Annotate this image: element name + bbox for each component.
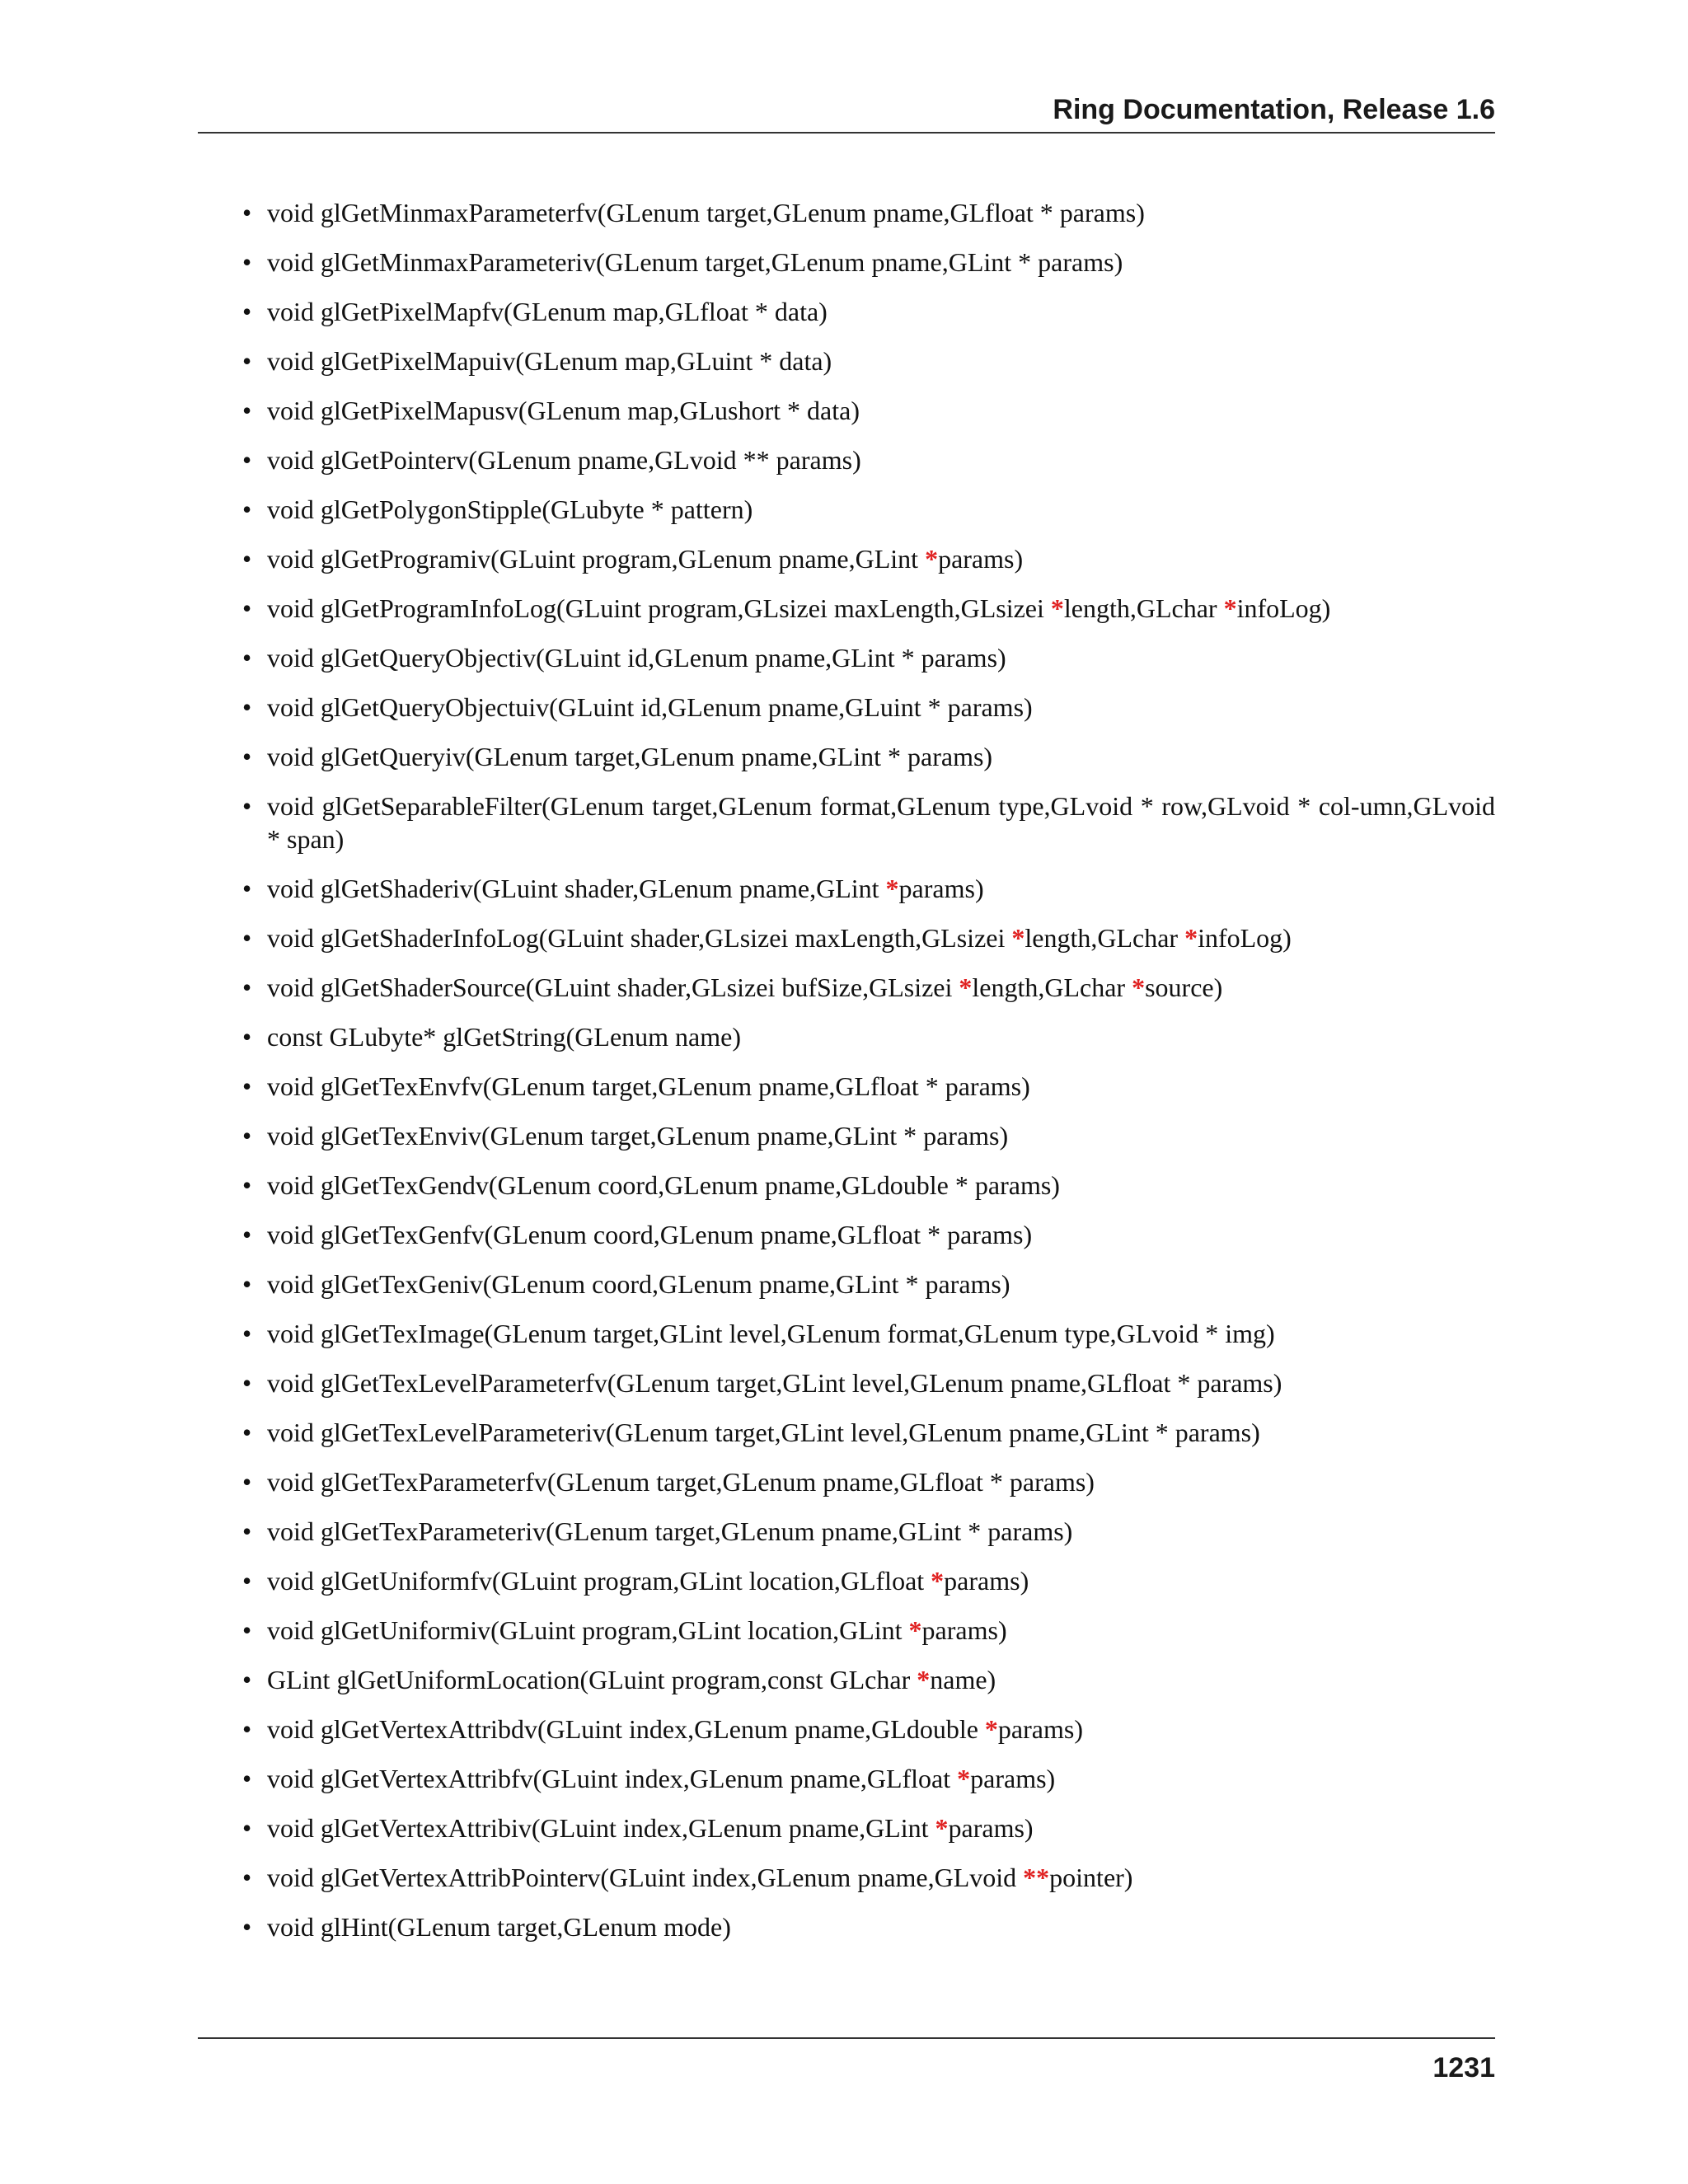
signature-text: params): [997, 1714, 1083, 1744]
signature-text: params): [898, 874, 984, 903]
pointer-asterisk: *: [1011, 923, 1025, 953]
signature-text: params): [970, 1764, 1056, 1793]
function-signature-item: [242, 1218, 1495, 1251]
pointer-asterisk: *: [957, 1764, 971, 1793]
signature-text: void glGetPixelMapuiv(GLenum map,GLuint * data): [267, 346, 832, 376]
signature-text: params): [921, 1615, 1007, 1645]
signature-text: void glGetProgramiv(GLuint program,GLenum pname,GLint: [267, 544, 926, 574]
function-signature-item: [242, 1366, 1495, 1399]
document-title: Ring Documentation, Release 1.6: [1053, 94, 1495, 125]
signature-text: const GLubyte* glGetString(GLenum name): [267, 1022, 741, 1052]
signature-text: void glGetPixelMapusv(GLenum map,GLushort * data): [267, 396, 860, 425]
signature-text: void glGetQueryObjectiv(GLuint id,GLenum pname,GLint * params): [267, 643, 1006, 673]
function-signature-item: [242, 1762, 1495, 1795]
signature-text: params): [944, 1566, 1029, 1596]
function-signature-item: [242, 1515, 1495, 1548]
function-signature-item: [242, 740, 1495, 773]
signature-text: pointer): [1049, 1863, 1133, 1892]
page-footer: [198, 2037, 1495, 2083]
function-signature-item: [242, 592, 1495, 625]
signature-text: source): [1145, 972, 1223, 1002]
pointer-asterisk: **: [1023, 1863, 1050, 1892]
signature-text: void glGetPolygonStipple(GLubyte * pattern): [267, 494, 753, 524]
function-signature-item: [242, 394, 1495, 427]
function-signature-item: [242, 1317, 1495, 1350]
function-signature-item: [242, 1614, 1495, 1647]
signature-text: void glGetShaderSource(GLuint shader,GLsizei bufSize,GLsizei: [267, 972, 959, 1002]
function-signature-item: [242, 1811, 1495, 1844]
signature-text: void glGetSeparableFilter(GLenum target,GLenum format,GLenum type,GLvoid * row,GLvoid * col-umn,GLvoid * span): [267, 791, 1495, 854]
function-signature-item: [242, 1169, 1495, 1202]
page-number: 1231: [1432, 2052, 1495, 2083]
function-signature-item: [242, 641, 1495, 674]
signature-text: void glGetTexParameterfv(GLenum target,GLenum pname,GLfloat * params): [267, 1467, 1095, 1497]
signature-text: params): [948, 1813, 1034, 1843]
signature-text: void glGetShaderiv(GLuint shader,GLenum pname,GLint: [267, 874, 886, 903]
function-signature-item: [242, 971, 1495, 1004]
signature-text: params): [938, 544, 1024, 574]
signature-text: length,GLchar: [1063, 593, 1224, 623]
function-signature-item: [242, 443, 1495, 476]
function-signature-item: [242, 1070, 1495, 1103]
pointer-asterisk: *: [1184, 923, 1198, 953]
function-signature-item: [242, 872, 1495, 905]
signature-text: GLint glGetUniformLocation(GLuint program,const GLchar: [267, 1665, 917, 1694]
signature-text: void glGetTexGenfv(GLenum coord,GLenum pname,GLfloat * params): [267, 1220, 1033, 1249]
signature-text: void glGetVertexAttribdv(GLuint index,GLenum pname,GLdouble: [267, 1714, 985, 1744]
function-signature-item: [242, 246, 1495, 279]
pointer-asterisk: *: [959, 972, 973, 1002]
function-signature-item: [242, 691, 1495, 724]
signature-text: void glGetTexEnvfv(GLenum target,GLenum pname,GLfloat * params): [267, 1071, 1030, 1101]
function-signature-item: [242, 295, 1495, 328]
pointer-asterisk: *: [908, 1615, 922, 1645]
function-list: [242, 196, 1495, 1960]
signature-text: void glGetTexLevelParameterfv(GLenum target,GLint level,GLenum pname,GLfloat * params): [267, 1368, 1282, 1398]
function-signature-item: [242, 1564, 1495, 1597]
signature-text: void glHint(GLenum target,GLenum mode): [267, 1912, 731, 1942]
pointer-asterisk: *: [1050, 593, 1064, 623]
signature-text: void glGetTexGeniv(GLenum coord,GLenum pname,GLint * params): [267, 1269, 1010, 1299]
signature-text: void glGetVertexAttribfv(GLuint index,GLenum pname,GLfloat: [267, 1764, 958, 1793]
function-signature-item: [242, 790, 1495, 855]
signature-text: void glGetTexGendv(GLenum coord,GLenum pname,GLdouble * params): [267, 1170, 1060, 1200]
signature-text: void glGetPointerv(GLenum pname,GLvoid ** params): [267, 445, 861, 475]
signature-text: void glGetTexImage(GLenum target,GLint level,GLenum format,GLenum type,GLvoid * img): [267, 1319, 1275, 1348]
signature-text: infoLog): [1236, 593, 1331, 623]
function-signature-item: [242, 344, 1495, 377]
pointer-asterisk: *: [925, 544, 939, 574]
page-header: [198, 89, 1495, 134]
signature-text: void glGetTexLevelParameteriv(GLenum target,GLint level,GLenum pname,GLint * params): [267, 1418, 1260, 1447]
pointer-asterisk: *: [1223, 593, 1237, 623]
signature-text: void glGetUniformiv(GLuint program,GLint location,GLint: [267, 1615, 909, 1645]
pointer-asterisk: *: [984, 1714, 998, 1744]
signature-text: void glGetTexEnviv(GLenum target,GLenum pname,GLint * params): [267, 1121, 1009, 1151]
signature-text: name): [930, 1665, 996, 1694]
function-signature-item: [242, 1416, 1495, 1449]
signature-text: void glGetMinmaxParameterfv(GLenum target,GLenum pname,GLfloat * params): [267, 198, 1145, 227]
function-signature-item: [242, 1861, 1495, 1894]
function-signature-item: [242, 1465, 1495, 1498]
signature-text: void glGetVertexAttribiv(GLuint index,GLenum pname,GLint: [267, 1813, 935, 1843]
function-signature-item: [242, 1268, 1495, 1301]
signature-text: void glGetQueryObjectuiv(GLuint id,GLenum pname,GLuint * params): [267, 692, 1033, 722]
signature-text: void glGetMinmaxParameteriv(GLenum target,GLenum pname,GLint * params): [267, 247, 1123, 277]
pointer-asterisk: *: [917, 1665, 931, 1694]
function-signature-item: [242, 1910, 1495, 1943]
function-signature-item: [242, 1119, 1495, 1152]
function-signature-item: [242, 921, 1495, 954]
pointer-asterisk: *: [1132, 972, 1146, 1002]
signature-text: length,GLchar: [972, 972, 1132, 1002]
pointer-asterisk: *: [885, 874, 899, 903]
signature-text: void glGetUniformfv(GLuint program,GLint location,GLfloat: [267, 1566, 931, 1596]
function-signature-item: [242, 196, 1495, 229]
function-signature-item: [242, 1020, 1495, 1053]
pointer-asterisk: *: [931, 1566, 945, 1596]
function-signature-item: [242, 1713, 1495, 1746]
function-signature-item: [242, 542, 1495, 575]
signature-text: void glGetQueryiv(GLenum target,GLenum pname,GLint * params): [267, 742, 993, 771]
pointer-asterisk: *: [935, 1813, 949, 1843]
signature-text: void glGetVertexAttribPointerv(GLuint index,GLenum pname,GLvoid: [267, 1863, 1024, 1892]
signature-text: void glGetTexParameteriv(GLenum target,GLenum pname,GLint * params): [267, 1516, 1073, 1546]
function-signature-item: [242, 493, 1495, 526]
signature-text: length,GLchar: [1025, 923, 1185, 953]
function-signature-item: [242, 1663, 1495, 1696]
signature-text: void glGetProgramInfoLog(GLuint program,GLsizei maxLength,GLsizei: [267, 593, 1051, 623]
signature-text: void glGetShaderInfoLog(GLuint shader,GLsizei maxLength,GLsizei: [267, 923, 1012, 953]
signature-text: infoLog): [1198, 923, 1292, 953]
signature-text: void glGetPixelMapfv(GLenum map,GLfloat * data): [267, 297, 828, 326]
